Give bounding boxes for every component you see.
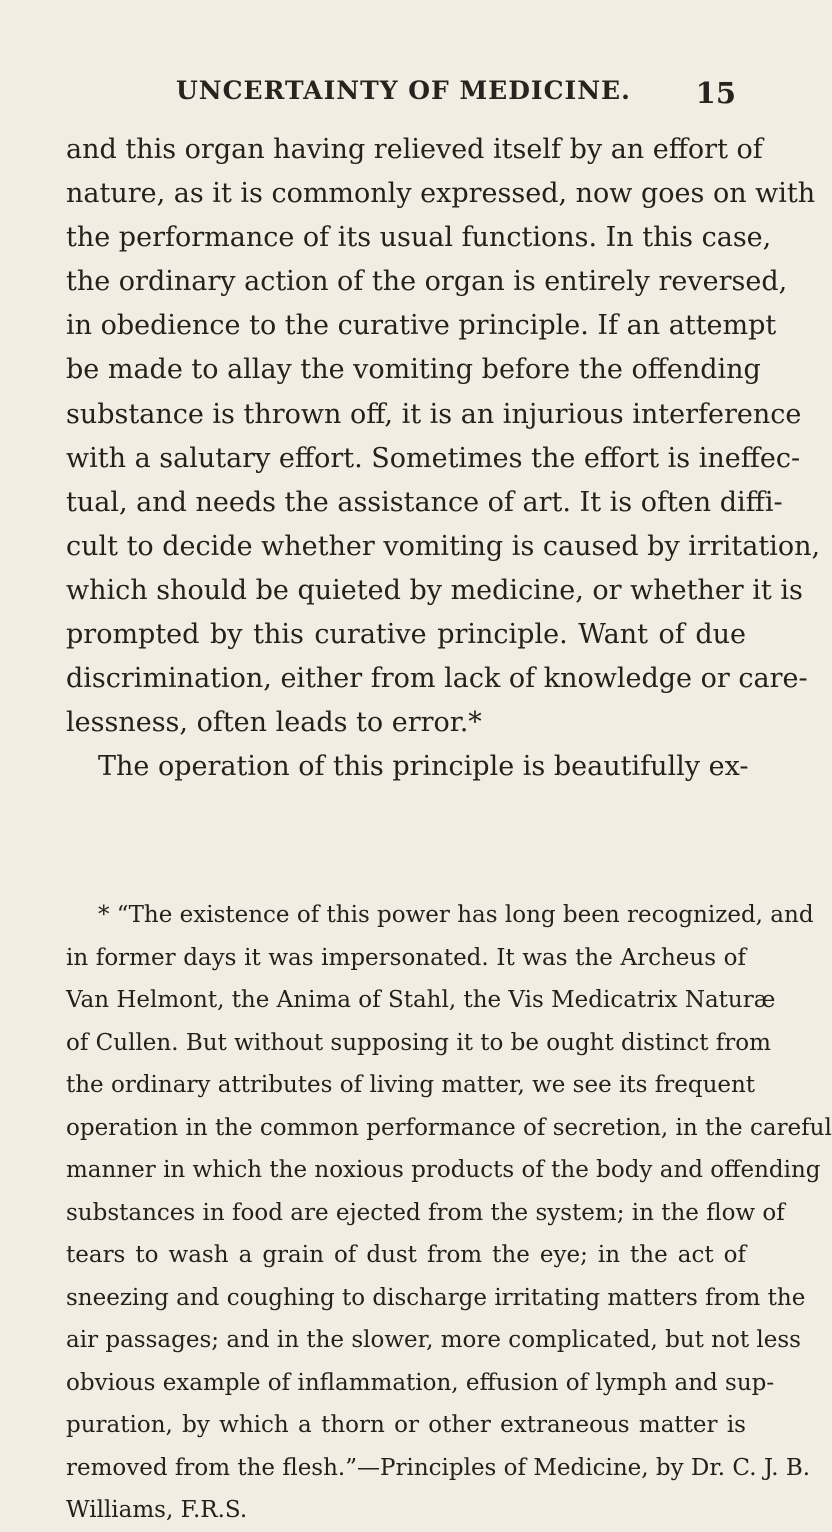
running-title: UNCERTAINTY OF MEDICINE. (176, 76, 631, 105)
footnote-line: * “The existence of this power has long been recognized, and (98, 902, 814, 928)
footnote-line: Williams, F.R.S. (66, 1497, 248, 1523)
body-line: The operation of this principle is beautifully ex- (98, 751, 749, 783)
body-line: discrimination, either from lack of knowledge or care- (66, 663, 808, 695)
footnote-line: Van Helmont, the Anima of Stahl, the Vis Medicatrix Naturæ (66, 987, 776, 1013)
body-line: be made to allay the vomiting before the offending (66, 354, 761, 386)
body-line: tual, and needs the assistance of art. It is often diffi- (66, 486, 783, 518)
body-line: and this organ having relieved itself by an effort of (66, 134, 763, 165)
body-line: with a salutary effort. Sometimes the effort is ineffec- (66, 442, 801, 474)
footnote-line: the ordinary attributes of living matter, we see its frequent (66, 1072, 756, 1098)
footnote-line: in former days it was impersonated. It was the Archeus of (66, 944, 746, 971)
footnote-line: of Cullen. But without supposing it to be ought distinct from (66, 1029, 771, 1056)
body-line: substance is thrown off, it is an injurious interference (66, 398, 802, 430)
page-number: 15 (695, 76, 736, 110)
footnote-line: operation in the common performance of secretion, in the careful (66, 1114, 832, 1141)
body-line: the ordinary action of the organ is entirely reversed, (66, 266, 788, 298)
body-line: which should be quieted by medicine, or whether it is (66, 574, 803, 606)
body-line: prompted by this curative principle. Want of due (66, 619, 746, 651)
footnote-line: air passages; and in the slower, more complicated, but not less (66, 1327, 801, 1353)
footnote-line: puration, by which a thorn or other extraneous matter is (66, 1412, 746, 1438)
body-line: nature, as it is commonly expressed, now goes on with (66, 178, 816, 210)
body-line: the performance of its usual functions. In this case, (66, 222, 772, 254)
body-line: lessness, often leads to error.* (66, 707, 482, 739)
main-text (66, 128, 821, 789)
footnote-line: manner in which the noxious products of the body and offending (66, 1157, 821, 1183)
body-line: in obedience to the curative principle. If an attempt (66, 310, 777, 342)
footnote-line: obvious example of inflammation, effusion of lymph and sup- (66, 1369, 775, 1396)
footnote-line: removed from the flesh.”—Principles of Medicine, by Dr. C. J. B. (66, 1454, 811, 1481)
footnote-line: sneezing and coughing to discharge irritating matters from the (66, 1284, 806, 1311)
footnote-line: tears to wash a grain of dust from the eye; in the act of (66, 1242, 746, 1268)
footnote (66, 894, 832, 1532)
body-line: cult to decide whether vomiting is caused by irritation, (66, 530, 821, 562)
running-head (176, 76, 736, 116)
footnote-line: substances in food are ejected from the system; in the flow of (66, 1199, 785, 1226)
